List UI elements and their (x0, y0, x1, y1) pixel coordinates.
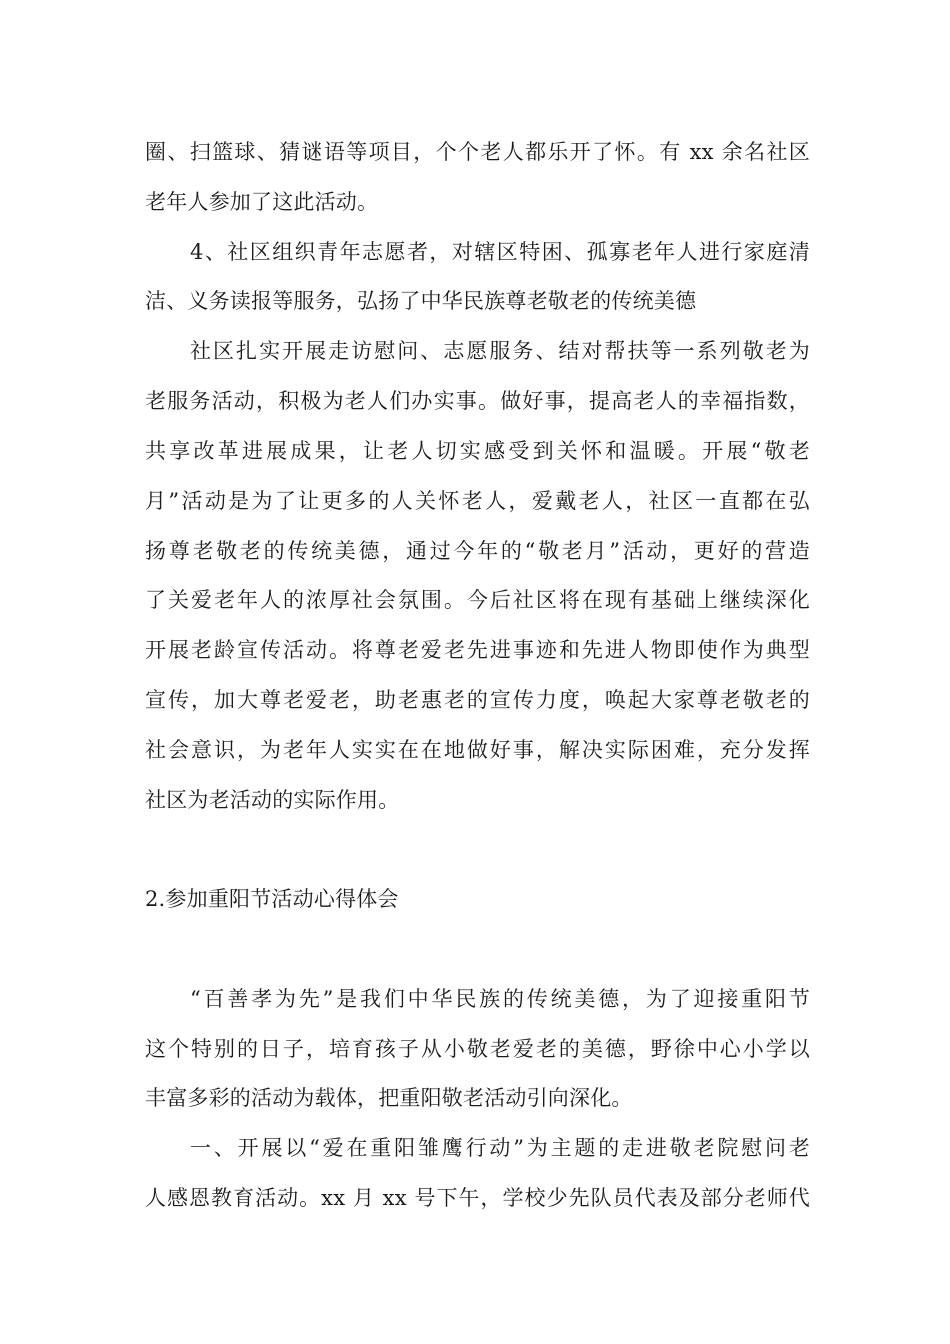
text-line: 扬尊老敬老的传统美德，通过今年的“敬老月”活动，更好的营造 (145, 539, 810, 563)
text-line: 这个特别的日子，培育孩子从小敬老爱老的美德，野徐中心小学以 (145, 1037, 810, 1061)
text-line: 开展老龄宣传活动。将尊老爱老先进事迹和先进人物即使作为典型 (145, 638, 810, 662)
text-line: 4、社区组织青年志愿者，对辖区特困、孤寡老年人进行家庭清 (190, 240, 810, 264)
text-line: 圈、扫篮球、猜谜语等项目，个个老人都乐开了怀。有 xx 余名社区 (145, 140, 810, 164)
text-line: “百善孝为先”是我们中华民族的传统美德，为了迎接重阳节 (190, 987, 810, 1011)
section-heading: 2.参加重阳节活动心得体会 (145, 887, 399, 911)
text-line: 社区扎实开展走访慰问、志愿服务、结对帮扶等一系列敬老为 (190, 339, 810, 363)
text-line: 宣传，加大尊老爱老，助老惠老的宣传力度，唤起大家尊老敬老的 (145, 688, 810, 712)
text-line: 社区为老活动的实际作用。 (145, 788, 400, 812)
text-line: 月”活动是为了让更多的人关怀老人，爱戴老人，社区一直都在弘 (145, 489, 810, 513)
text-line: 一、开展以“爱在重阳雏鹰行动”为主题的走进敬老院慰问老 (190, 1136, 810, 1160)
text-line: 共享改革进展成果，让老人切实感受到关怀和温暖。开展“敬老 (145, 439, 810, 463)
text-line: 社会意识，为老年人实实在在地做好事，解决实际困难，充分发挥 (145, 738, 810, 762)
text-line: 老年人参加了这此活动。 (145, 190, 379, 214)
text-line: 老服务活动，积极为老人们办实事。做好事，提高老人的幸福指数， (145, 389, 810, 413)
text-line: 了关爱老年人的浓厚社会氛围。今后社区将在现有基础上继续深化 (145, 588, 810, 612)
text-line: 洁、义务读报等服务，弘扬了中华民族尊老敬老的传统美德 (145, 289, 697, 313)
text-line: 丰富多彩的活动为载体，把重阳敬老活动引向深化。 (145, 1086, 633, 1110)
text-line: 人感恩教育活动。xx 月 xx 号下午，学校少先队员代表及部分老师代 (145, 1186, 810, 1210)
